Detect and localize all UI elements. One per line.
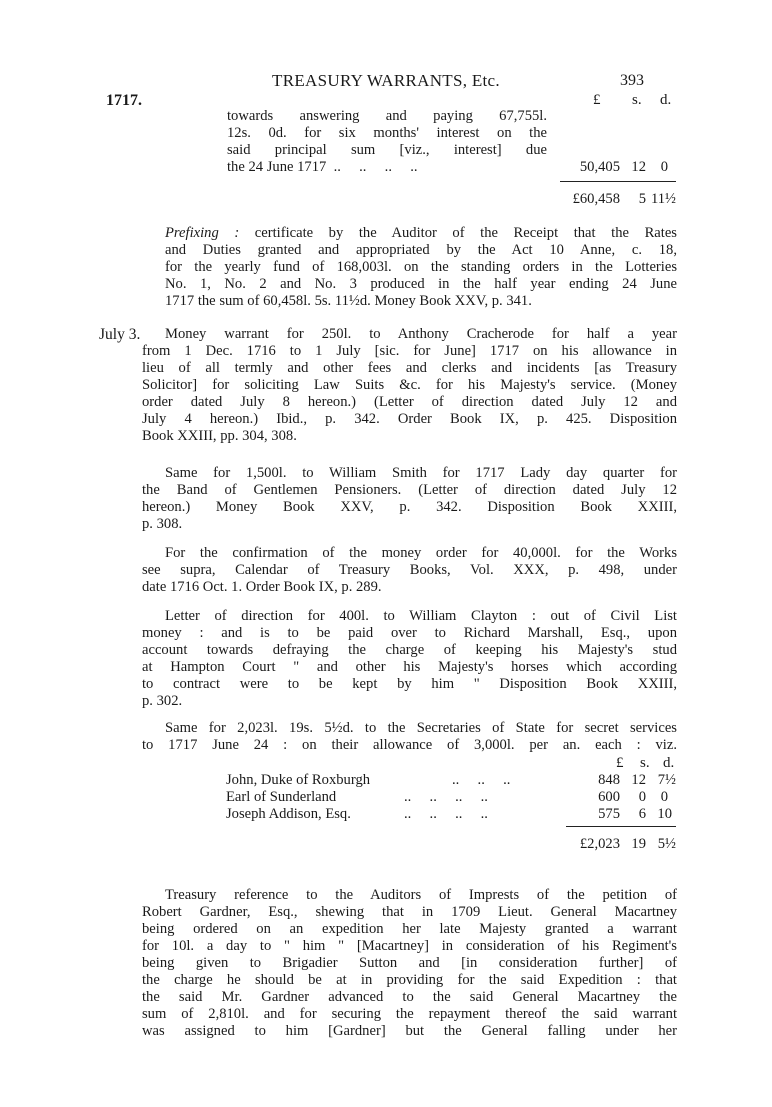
text-line: the 24 June 1717 .. .. .. .. [227, 159, 418, 175]
text-line: at Hampton Court " and other his Majesty's horses which according [142, 659, 677, 675]
secretary-name: Earl of Sunderland [226, 789, 337, 805]
text-line: Same for 1,500l. to William Smith for 1717 Lady day quarter for [165, 465, 677, 481]
text-line: hereon.) Money Book XXV, p. 342. Disposition Book XXIII, [142, 499, 677, 515]
text-line: Same for 2,023l. 19s. 5½d. to the Secretaries of State for secret services [165, 720, 677, 736]
pounds-header: £ [593, 92, 601, 108]
amount-pence: 7½ [657, 772, 676, 788]
text-line: 12s. 0d. for six months' interest on the [227, 125, 547, 141]
text-line: 1717 the sum of 60,458l. 5s. 11½d. Money Book XXV, p. 341. [165, 293, 532, 309]
secret-services-paragraph [142, 720, 677, 754]
gardner-paragraph [142, 887, 677, 1040]
text-line: Treasury reference to the Auditors of Imprests of the petition of [165, 887, 677, 903]
table-row [0, 772, 772, 789]
text-line: towards answering and paying 67,755l. [227, 108, 547, 124]
amount-shillings: 0 [638, 789, 646, 805]
text-line: Book XXIII, pp. 304, 308. [142, 428, 297, 444]
text-line: and Duties granted and appropriated by the Act 10 Anne, c. 18, [165, 242, 677, 258]
secretaries-total-pence: 5½ [657, 836, 676, 852]
secretaries-total-pounds: £2,023 [579, 836, 620, 852]
clayton-paragraph [142, 608, 677, 710]
text-line: see supra, Calendar of Treasury Books, Vol. XXX, p. 498, under [142, 562, 677, 578]
text-line: being given to Brigadier Sutton and [in consideration further] of [142, 955, 677, 971]
text-line: lieu of all termly and other fees and clerks and incidents [as Treasury [142, 360, 677, 376]
leader-dots: .. .. .. .. [404, 806, 488, 822]
text-line: No. 1, No. 2 and No. 3 produced in the half year ending 24 June [165, 276, 677, 292]
total-rule [560, 181, 676, 182]
text-line: Solicitor] for soliciting Law Suits &c. for his Majesty's service. (Money [142, 377, 677, 393]
text-line: For the confirmation of the money order for 40,000l. for the Works [165, 545, 677, 561]
prefixing-paragraph [165, 225, 677, 310]
works-paragraph [142, 545, 677, 596]
text-line: money : and is to be paid over to Richard Marshall, Esq., upon [142, 625, 677, 641]
margin-year: 1717. [106, 92, 142, 109]
table-shillings-header: s. [640, 755, 650, 771]
text-line: order dated July 8 hereon.) (Letter of direction dated July 12 and [142, 394, 677, 410]
intro-amount-shillings: 12 [631, 159, 646, 175]
intro-paragraph [227, 108, 547, 176]
text-line: to contract were to be kept by him " Disposition Book XXIII, [142, 676, 677, 692]
table-row [0, 806, 772, 823]
amount-pence: 0 [660, 789, 668, 805]
prefixing-label: Prefixing : [165, 225, 240, 241]
text-line: July 4 hereon.) Ibid., p. 342. Order Book IX, p. 425. Disposition [142, 411, 677, 427]
secretary-name: John, Duke of Roxburgh [226, 772, 371, 788]
amount-pence: 10 [657, 806, 672, 822]
text-line: for the yearly fund of 168,003l. on the standing orders in the Lotteries [165, 259, 677, 275]
text-line: the said Mr. Gardner advanced to the said General Macartney the [142, 989, 677, 1005]
amount-shillings: 6 [638, 806, 646, 822]
secretary-name: Joseph Addison, Esq. [226, 806, 351, 822]
text-line: account towards defraying the charge of keeping his Majesty's stud [142, 642, 677, 658]
shillings-header: s. [632, 92, 642, 108]
amount-pounds: 848 [598, 772, 620, 788]
text-line: Letter of direction for 400l. to William Clayton : out of Civil List [165, 608, 677, 624]
text-line: p. 302. [142, 693, 183, 709]
amount-pounds: 575 [598, 806, 620, 822]
text-line: date 1716 Oct. 1. Order Book IX, p. 289. [142, 579, 382, 595]
intro-total-shillings: 5 [638, 191, 646, 207]
intro-total-pence: 11½ [651, 191, 676, 207]
table-row [0, 789, 772, 806]
secretaries-total-shillings: 19 [631, 836, 646, 852]
leader-dots: .. .. .. .. [404, 789, 488, 805]
text-line: said principal sum [viz., interest] due [227, 142, 547, 158]
amount-pounds: 600 [598, 789, 620, 805]
running-head: TREASURY WARRANTS, Etc. [272, 71, 500, 90]
text-line: Money warrant for 250l. to Anthony Cracherode for half a year [165, 326, 677, 342]
amount-shillings: 12 [631, 772, 646, 788]
text-line: sum of 2,810l. and for securing the repayment thereof the said warrant [142, 1006, 677, 1022]
smith-paragraph [142, 465, 677, 533]
intro-amount-pounds: 50,405 [579, 159, 620, 175]
cracherode-paragraph [142, 326, 677, 445]
text-line: being ordered on an expedition her late Majesty granted a warrant [142, 921, 677, 937]
intro-amount-pence: 0 [660, 159, 668, 175]
entry-date: July 3. [99, 326, 141, 343]
page-number: 393 [620, 72, 644, 89]
text-line: from 1 Dec. 1716 to 1 July [sic. for June] 1717 on his allowance in [142, 343, 677, 359]
text-line: to 1717 June 24 : on their allowance of 3,000l. per an. each : viz. [142, 737, 677, 753]
text-line: Robert Gardner, Esq., shewing that in 1709 Lieut. General Macartney [142, 904, 677, 920]
table-pounds-header: £ [616, 755, 624, 771]
leader-dots: .. .. .. [452, 772, 511, 788]
intro-total-pounds: £60,458 [572, 191, 620, 207]
secretaries-table [0, 772, 772, 823]
table-pence-header: d. [663, 755, 675, 771]
text-line: p. 308. [142, 516, 183, 532]
text-line: the Band of Gentlemen Pensioners. (Letter of direction dated July 12 [142, 482, 677, 498]
text-line: Prefixing : certificate by the Auditor of the Receipt that the Rates [165, 225, 677, 241]
secretaries-total-rule [566, 826, 676, 827]
text-line: the charge he should be at in providing for the said Expedition : that [142, 972, 677, 988]
text-line: for 10l. a day to " him " [Macartney] in consideration of his Regiment's [142, 938, 677, 954]
pence-header: d. [660, 92, 672, 108]
text-line: was assigned to him [Gardner] but the General falling under her [142, 1023, 677, 1039]
